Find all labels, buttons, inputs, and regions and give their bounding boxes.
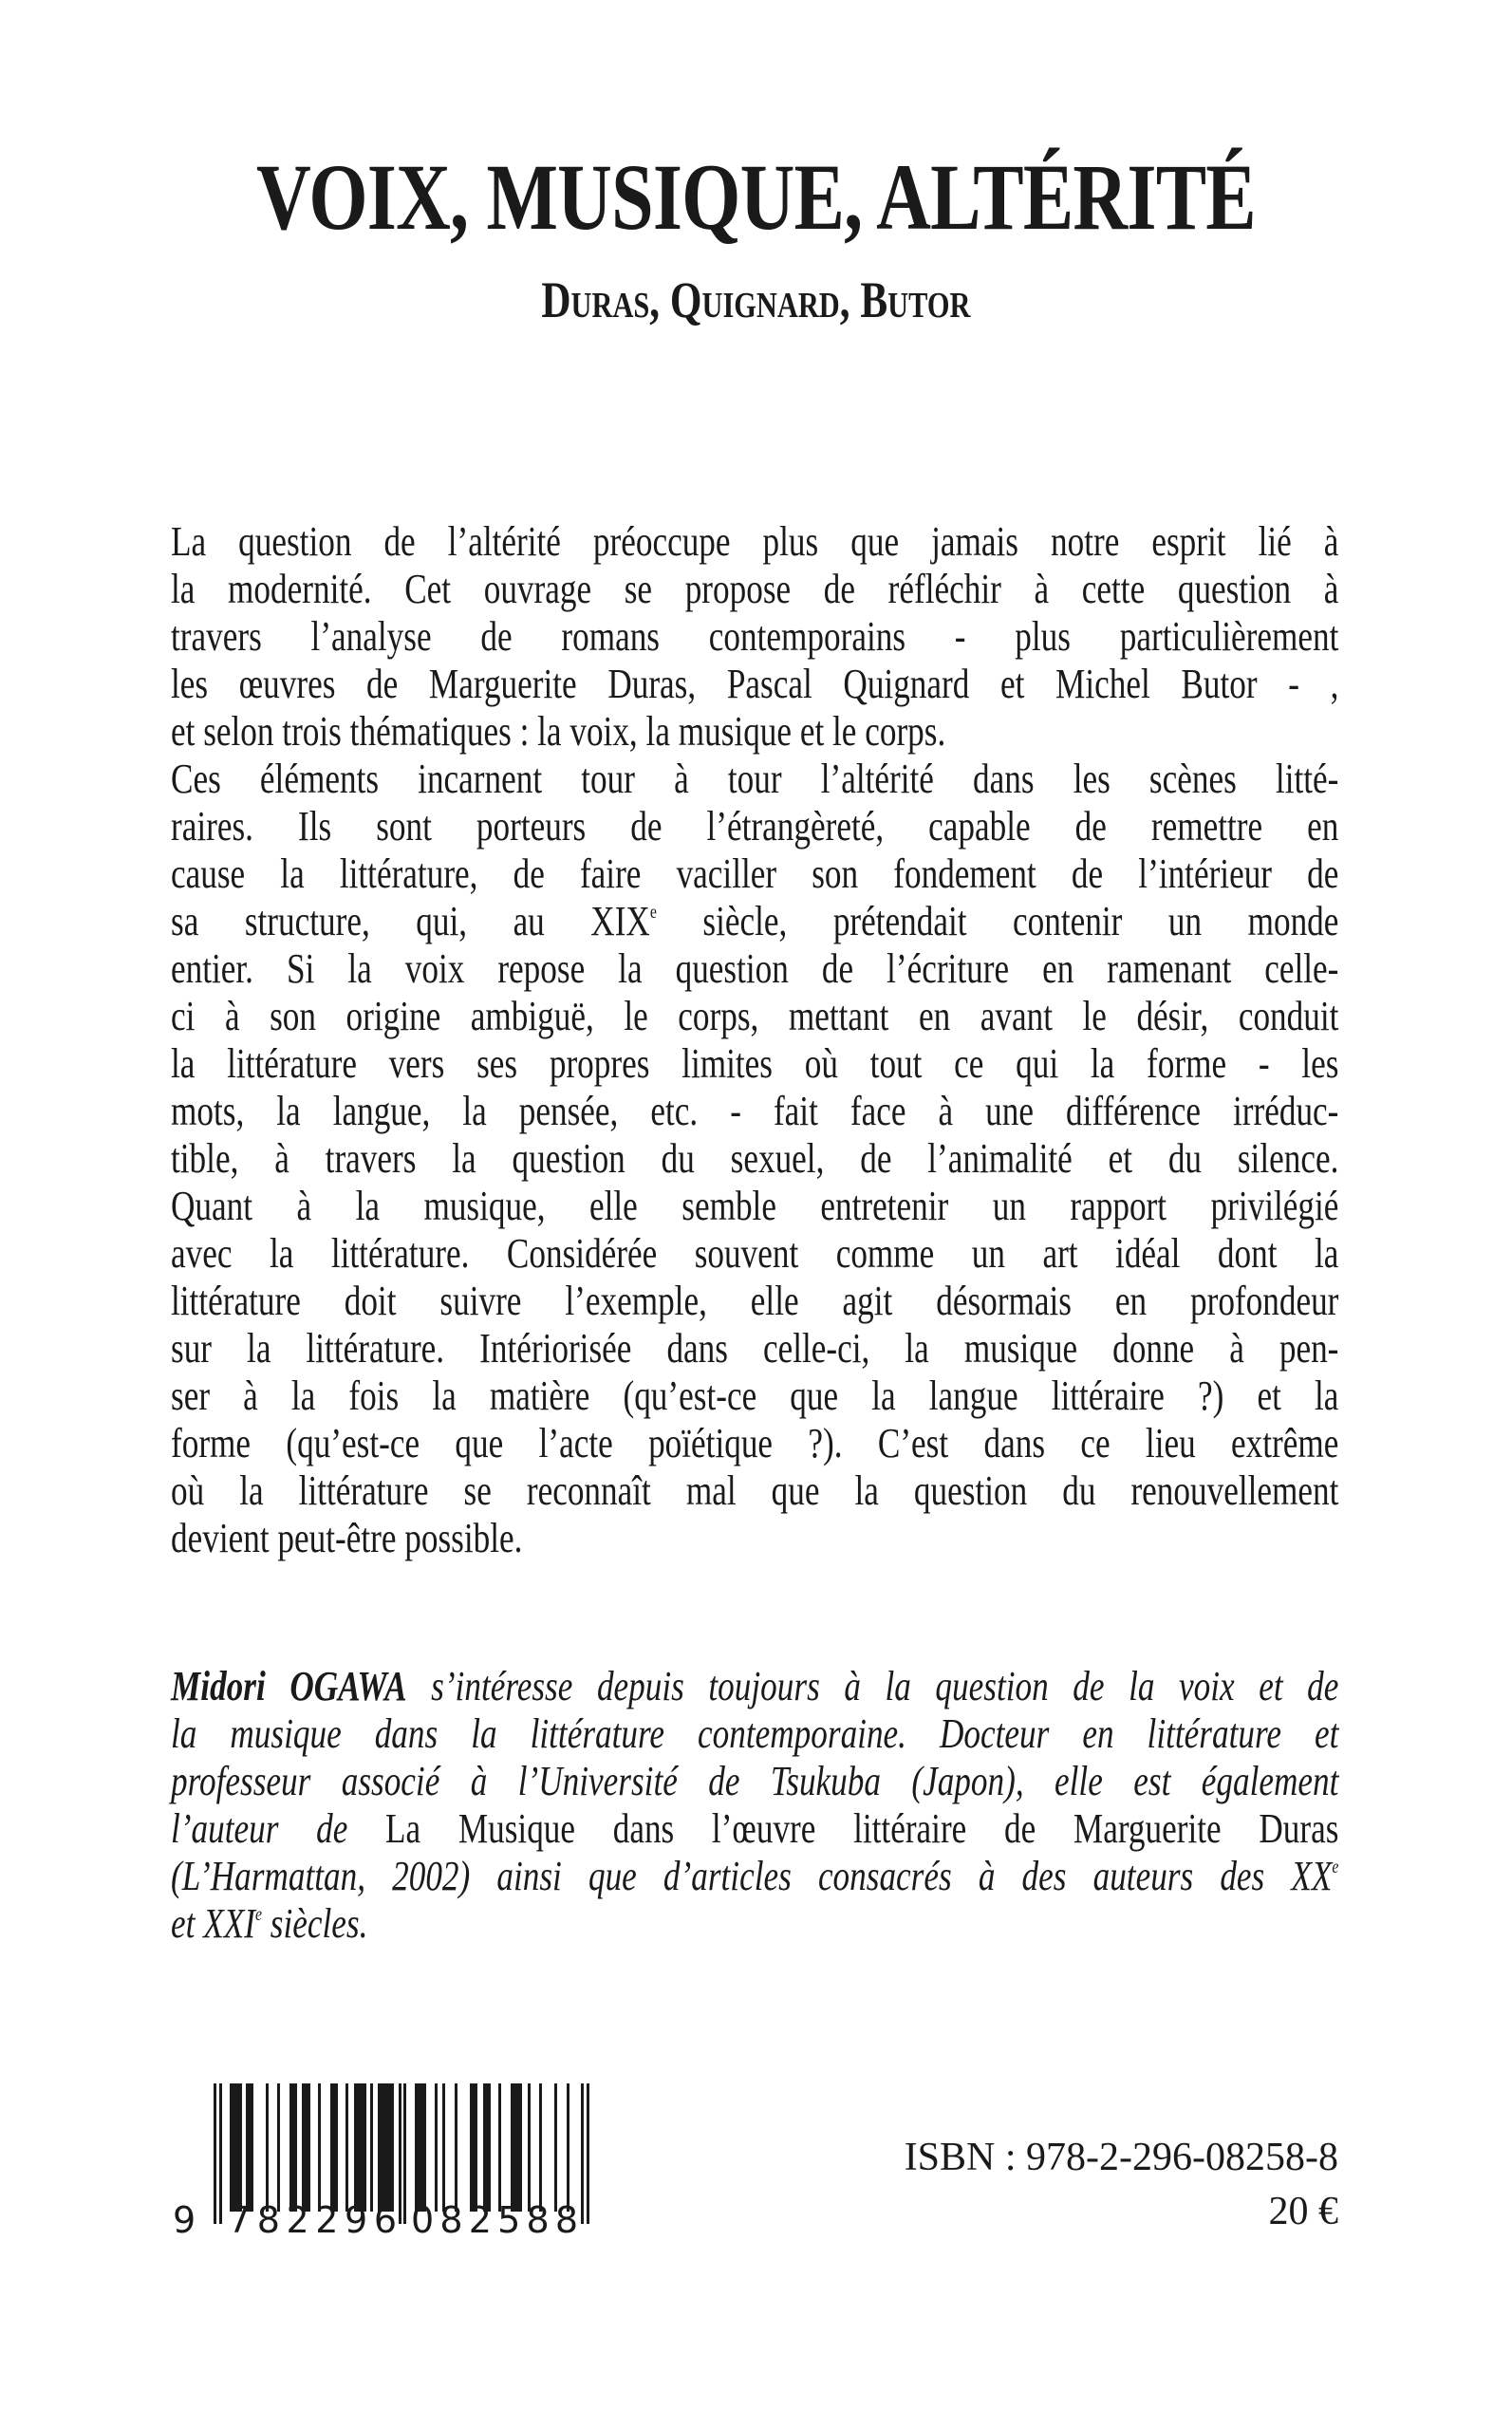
author-name: Midori OGAWA — [171, 1663, 407, 1709]
author-bio — [171, 1663, 1338, 1948]
bio-line — [171, 1900, 1338, 1948]
summary-line: la littérature vers ses propres limites où tout ce qui la forme - les — [171, 1040, 1339, 1087]
summary-line: travers l’analyse de romans contemporains - plus particulièrement — [171, 613, 1339, 660]
summary-line: Ces éléments incarnent tour à tour l’altérité dans les scènes litté- — [171, 756, 1339, 802]
summary-line: sur la littérature. Intériorisée dans celle-ci, la musique donne à pen- — [171, 1325, 1339, 1372]
book-title: VOIX, MUSIQUE, ALTÉRITÉ — [255, 144, 1256, 250]
bio-line — [171, 1805, 1338, 1853]
summary-text — [171, 518, 1338, 1562]
summary-line: mots, la langue, la pensée, etc. - fait face à une différence irréduc- — [171, 1088, 1339, 1134]
summary-fragment: sa structure, qui, au XIX — [171, 898, 650, 944]
isbn-label: ISBN : 978-2-296-08258-8 — [904, 2136, 1338, 2179]
price-label: 20 € — [1268, 2190, 1338, 2233]
bio-fragment: s’intéresse depuis toujours à la question de la voix et de — [406, 1663, 1339, 1709]
bio-fragment: et XXI — [171, 1900, 255, 1947]
barcode-first-digit: 9 — [173, 2199, 196, 2240]
summary-line: avec la littérature. Considérée souvent comme un art idéal dont la — [171, 1230, 1339, 1277]
superscript: e — [1332, 1857, 1339, 1878]
superscript: e — [254, 1904, 262, 1926]
summary-line: les œuvres de Marguerite Duras, Pascal Quignard et Michel Butor - , — [171, 661, 1339, 707]
previous-book-title: La Musique dans l’œuvre littéraire de Marguerite Duras — [385, 1805, 1339, 1852]
summary-line: ci à son origine ambiguë, le corps, mettant en avant le désir, conduit — [171, 993, 1339, 1039]
bio-line — [171, 1853, 1338, 1900]
summary-line: La question de l’altérité préoccupe plus que jamais notre esprit lié à — [171, 518, 1339, 565]
barcode-icon — [171, 2079, 607, 2240]
summary-line: devient peut-être possible. — [171, 1515, 523, 1561]
bio-line: la musique dans la littérature contemporaine. Docteur en littérature et — [171, 1710, 1339, 1757]
isbn-barcode — [171, 2079, 607, 2240]
summary-line: où la littérature se reconnaît mal que la question du renouvellement — [171, 1467, 1339, 1514]
summary-line: cause la littérature, de faire vaciller son fondement de l’intérieur de — [171, 850, 1339, 897]
summary-line: entier. Si la voix repose la question de l’écriture en ramenant celle- — [171, 945, 1339, 992]
summary-line: Quant à la musique, elle semble entretenir un rapport privilégié — [171, 1183, 1339, 1229]
summary-line: littérature doit suivre l’exemple, elle agit désormais en profondeur — [171, 1278, 1339, 1324]
summary-line: forme (qu’est-ce que l’acte poïétique ?). C’est dans ce lieu extrême — [171, 1420, 1339, 1466]
summary-line: ser à la fois la matière (qu’est-ce que la langue littéraire ?) et la — [171, 1373, 1339, 1419]
superscript: e — [649, 902, 657, 924]
bio-fragment: (L’Harmattan, 2002) ainsi que d’articles consacrés à des auteurs des XX — [171, 1853, 1333, 1899]
barcode-left-digits: 782296 — [228, 2199, 397, 2240]
bio-line: professeur associé à l’Université de Tsukuba (Japon), elle est également — [171, 1758, 1339, 1804]
summary-line: la modernité. Cet ouvrage se propose de réfléchir à cette question à — [171, 566, 1339, 612]
bio-fragment: siècles. — [261, 1900, 368, 1947]
summary-line: raires. Ils sont porteurs de l’étrangèreté, capable de remettre en — [171, 803, 1339, 850]
summary-line: tible, à travers la question du sexuel, de l’animalité et du silence. — [171, 1135, 1339, 1182]
summary-fragment: siècle, prétendait contenir un monde — [656, 898, 1339, 944]
book-subtitle: Duras, Quignard, Butor — [541, 271, 971, 328]
barcode-right-digits: 082588 — [411, 2199, 578, 2240]
summary-line: et selon trois thématiques : la voix, la musique et le corps. — [171, 708, 946, 755]
bio-line — [171, 1663, 1338, 1710]
summary-line — [171, 898, 1338, 945]
bio-fragment: l’auteur de — [171, 1805, 386, 1852]
